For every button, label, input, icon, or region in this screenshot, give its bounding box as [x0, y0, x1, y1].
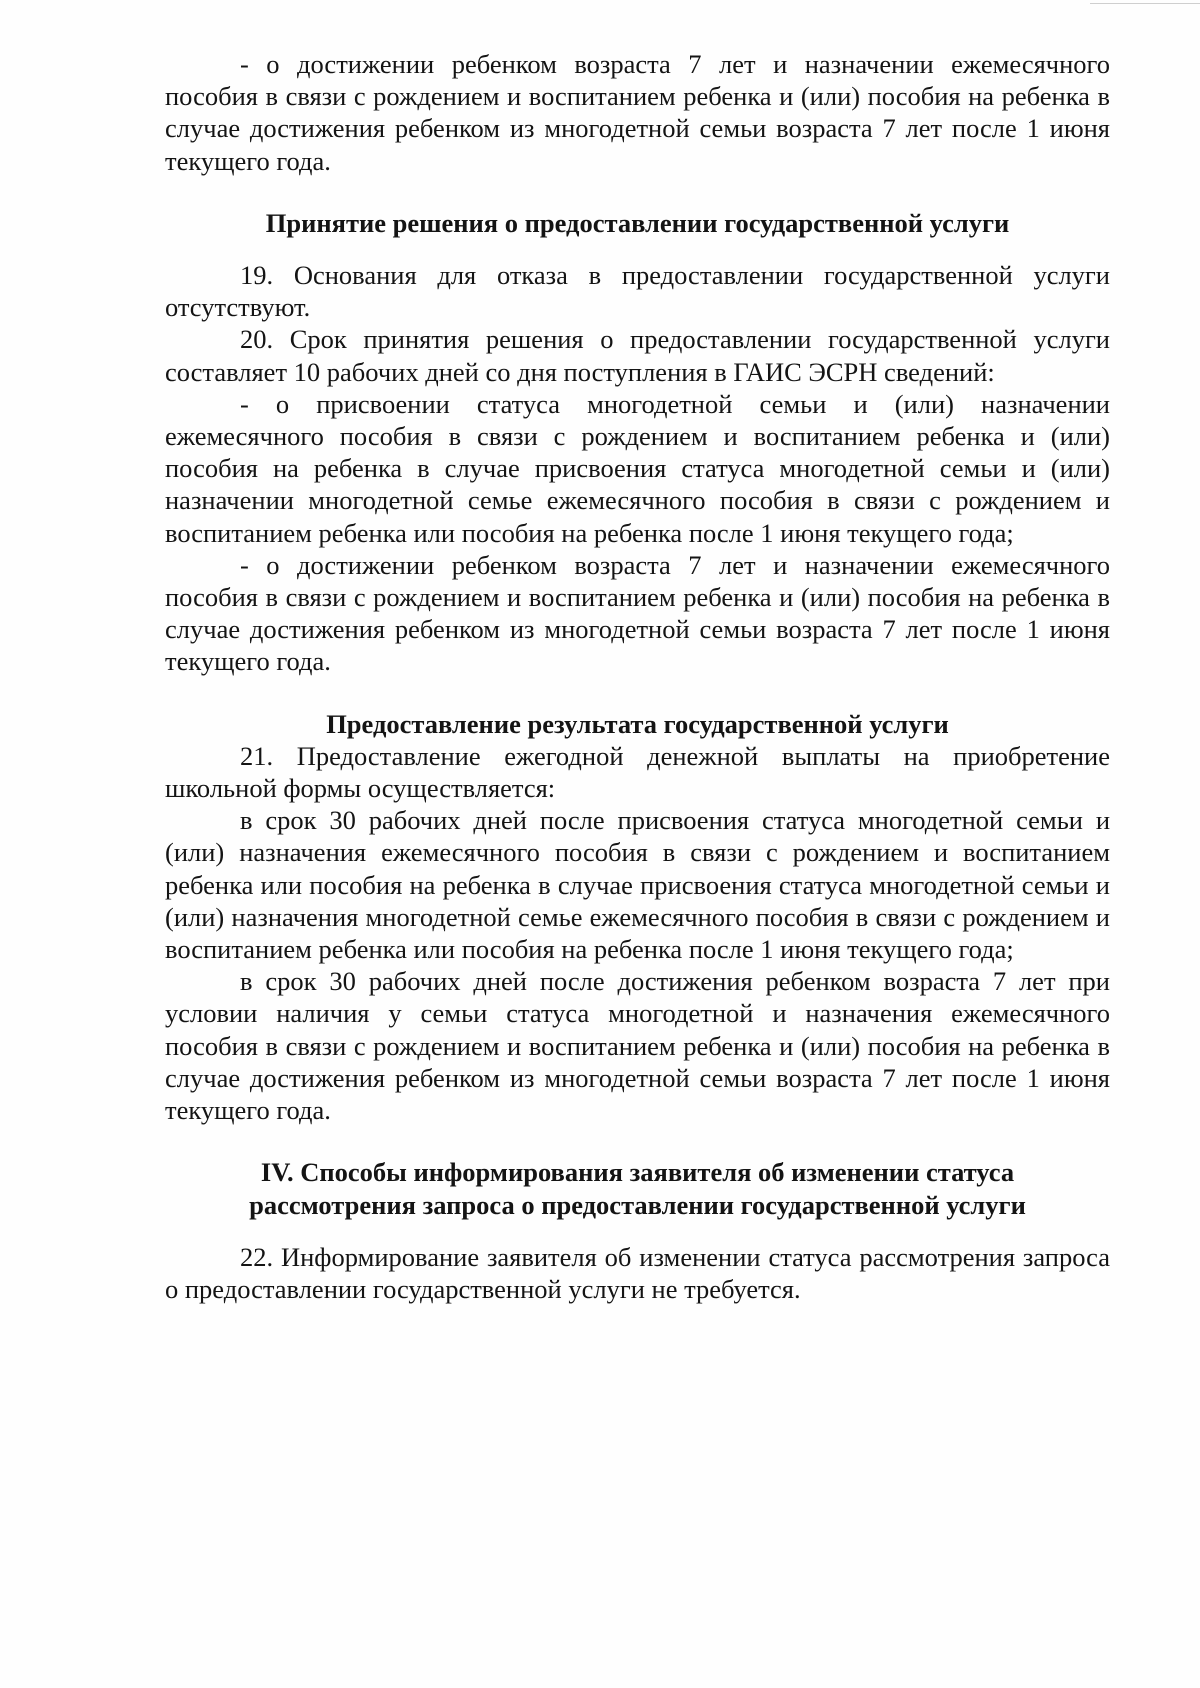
paragraph-19: 19. Основания для отказа в предоставлении государственной услуги отсутствуют.	[165, 260, 1110, 323]
paragraph-20-item-2: - о достижении ребенком возраста 7 лет и назначении ежемесячного пособия в связи с рождением и воспитанием ребенка и (или) пособия на ребенка в случае достижения ребенком из многодетной семьи возраста 7 лет после 1 июня текущего года.	[165, 549, 1110, 677]
scan-edge-mark	[1090, 0, 1200, 4]
paragraph-22: 22. Информирование заявителя об изменении статуса рассмотрения запроса о предоставлении государственной услуги не требуется.	[165, 1241, 1110, 1304]
paragraph-continuation: - о достижении ребенком возраста 7 лет и назначении ежемесячного пособия в связи с рождением и воспитанием ребенка и (или) пособия на ребенка в случае достижения ребенком из многодетной семьи возраста 7 лет после 1 июня текущего года.	[165, 49, 1110, 176]
heading-section-iv-line-1: IV. Способы информирования заявителя об изменении статуса	[260, 1157, 1015, 1188]
heading-section-iv-line-2: рассмотрения запроса о предоставлении государственной услуги	[249, 1189, 1026, 1220]
document-body	[165, 48, 1110, 1305]
heading-result: Предоставление результата государственной услуги	[326, 708, 949, 739]
paragraph-20: 20. Срок принятия решения о предоставлении государственной услуги составляет 10 рабочих дней со дня поступления в ГАИС ЭСРН сведений:	[165, 324, 1110, 387]
heading-decision: Принятие решения о предоставлении государственной услуги	[265, 207, 1010, 238]
paragraph-21-item-2: в срок 30 рабочих дней после достижения ребенком возраста 7 лет при условии наличия у семьи статуса многодетной и назначения ежемесячного пособия в связи с рождением и воспитанием ребенка и (или) пособия на ребенка в случае достижения ребенком из многодетной семьи возраста 7 лет после 1 июня текущего года.	[165, 966, 1110, 1126]
paragraph-20-item-1: - о присвоении статуса многодетной семьи и (или) назначении ежемесячного пособия в связи с рождением и воспитанием ребенка и (или) пособия на ребенка в случае присвоения статуса многодетной семьи и (или) назначении многодетной семье ежемесячного пособия в связи с рождением и воспитанием ребенка или пособия на ребенка после 1 июня текущего года;	[165, 388, 1110, 548]
paragraph-21-item-1: в срок 30 рабочих дней после присвоения статуса многодетной семьи и (или) назначения ежемесячного пособия в связи с рождением и воспитанием ребенка или пособия на ребенка в случае присвоения статуса многодетной семьи и (или) назначения многодетной семье ежемесячного пособия в связи с рождением и воспитанием ребенка или пособия на ребенка после 1 июня текущего года;	[165, 805, 1110, 965]
paragraph-21: 21. Предоставление ежегодной денежной выплаты на приобретение школьной формы осуществляется:	[165, 740, 1110, 804]
